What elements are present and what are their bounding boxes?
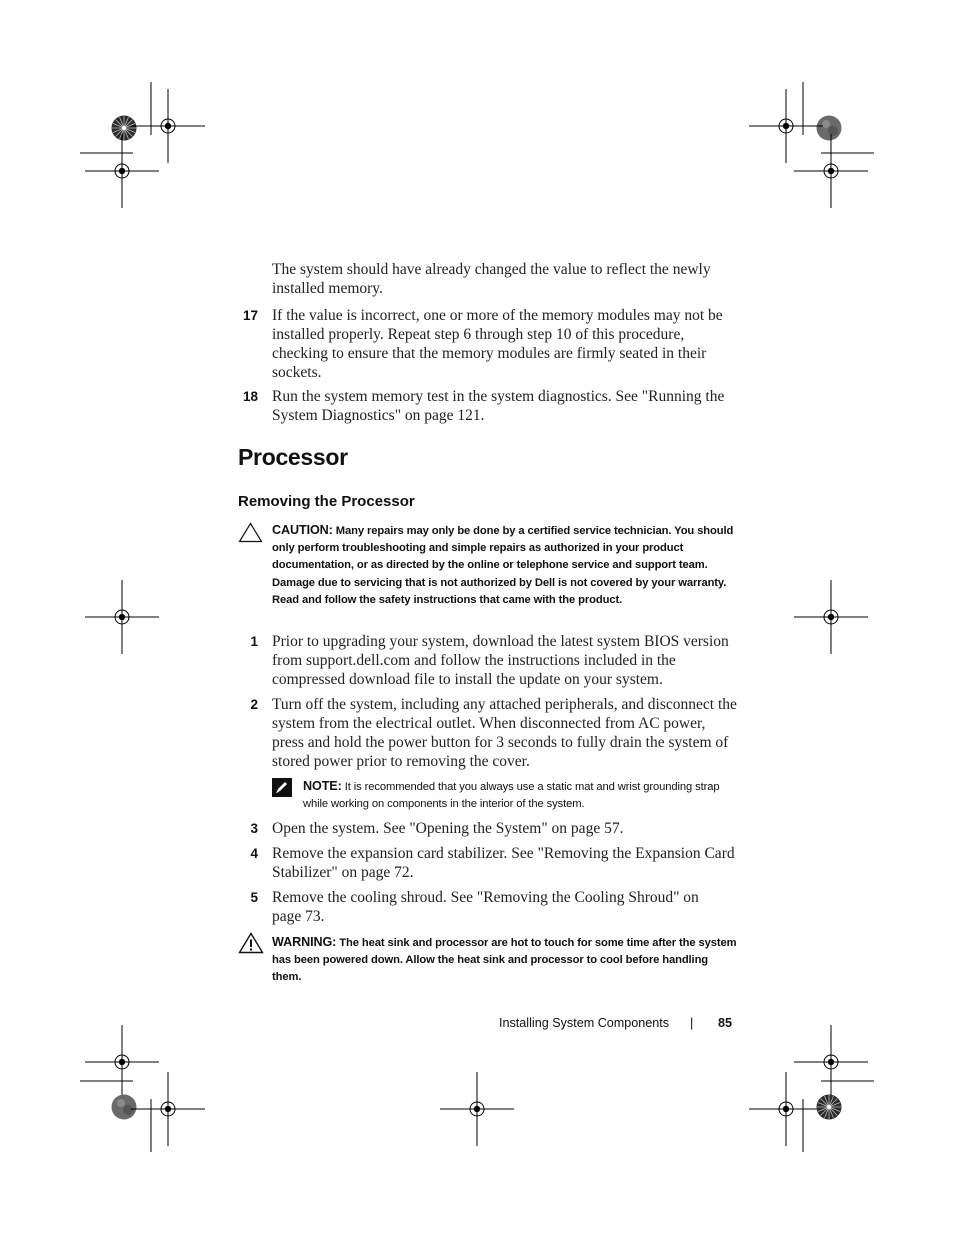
step-number: 3 — [250, 821, 258, 836]
note-text: It is recommended that you always use a static mat and wrist grounding strap while working on components in the interior of the system. — [303, 781, 720, 811]
note-notice — [303, 778, 733, 813]
caution-label: CAUTION: — [272, 523, 333, 537]
note-pencil-icon — [272, 778, 292, 797]
step-number: 4 — [250, 846, 258, 861]
step-text: Run the system memory test in the system diagnostics. See "Running the System Diagnostics" on page 121. — [272, 388, 725, 424]
warning-notice — [272, 934, 738, 987]
continued-paragraph: The system should have already changed the value to reflect the newly installed memory. — [272, 261, 711, 297]
caution-notice — [272, 522, 740, 609]
step-number: 17 — [242, 308, 258, 323]
support-link[interactable]: support.dell.com — [306, 652, 411, 669]
warning-label: WARNING: — [272, 935, 337, 949]
step-text: Turn off the system, including any attached peripherals, and disconnect the system from the electrical outlet. When disconnected from AC power, press and hold the power button for 3 seconds to fully drain the system of stored power prior to removing the cover. — [272, 696, 737, 770]
page-number: 85 — [718, 1016, 733, 1030]
footer-section-title: Installing System Components — [499, 1016, 670, 1030]
step-text-part: Prior to upgrading your system, download the latest system BIOS version from — [272, 633, 729, 669]
step-number: 1 — [250, 634, 258, 649]
warning-text: The heat sink and processor are hot to touch for some time after the system has been powered down. Allow the heat sink and processor to cool before handling them. — [272, 937, 737, 984]
step-text: Remove the expansion card stabilizer. See "Removing the Expansion Card Stabilizer" on page 72. — [272, 845, 735, 881]
caution-text: Many repairs may only be done by a certified service technician. You should only perform troubleshooting and simple repairs as authorized in your product documentation, or as directed by the online or telephone service and support team. Damage due to servicing that is not authorized by Dell is not covered by your warranty. Read and follow the safety instructions that came with the product. — [272, 525, 734, 606]
caution-triangle-icon — [238, 522, 263, 543]
step-number: 5 — [250, 890, 258, 905]
step-number: 18 — [242, 389, 258, 404]
step-text: If the value is incorrect, one or more of the memory modules may not be installed properly. Repeat step 6 through step 10 of this procedure, checking to ensure that the memory modules are firmly seated in their sockets. — [272, 307, 723, 381]
note-label: NOTE: — [303, 779, 342, 793]
subsection-heading: Removing the Processor — [238, 493, 415, 510]
section-heading: Processor — [238, 444, 348, 470]
step-text: Open the system. See "Opening the System" on page 57. — [272, 820, 624, 837]
step-text-part: and follow the instructions included in the compressed download file to install the update on your system. — [272, 652, 676, 688]
step-number: 2 — [250, 697, 258, 712]
footer-separator: | — [690, 1016, 694, 1030]
step-text — [272, 632, 737, 689]
step-text: Remove the cooling shroud. See "Removing the Cooling Shroud" on page 73. — [272, 889, 699, 925]
warning-triangle-icon — [238, 932, 264, 954]
